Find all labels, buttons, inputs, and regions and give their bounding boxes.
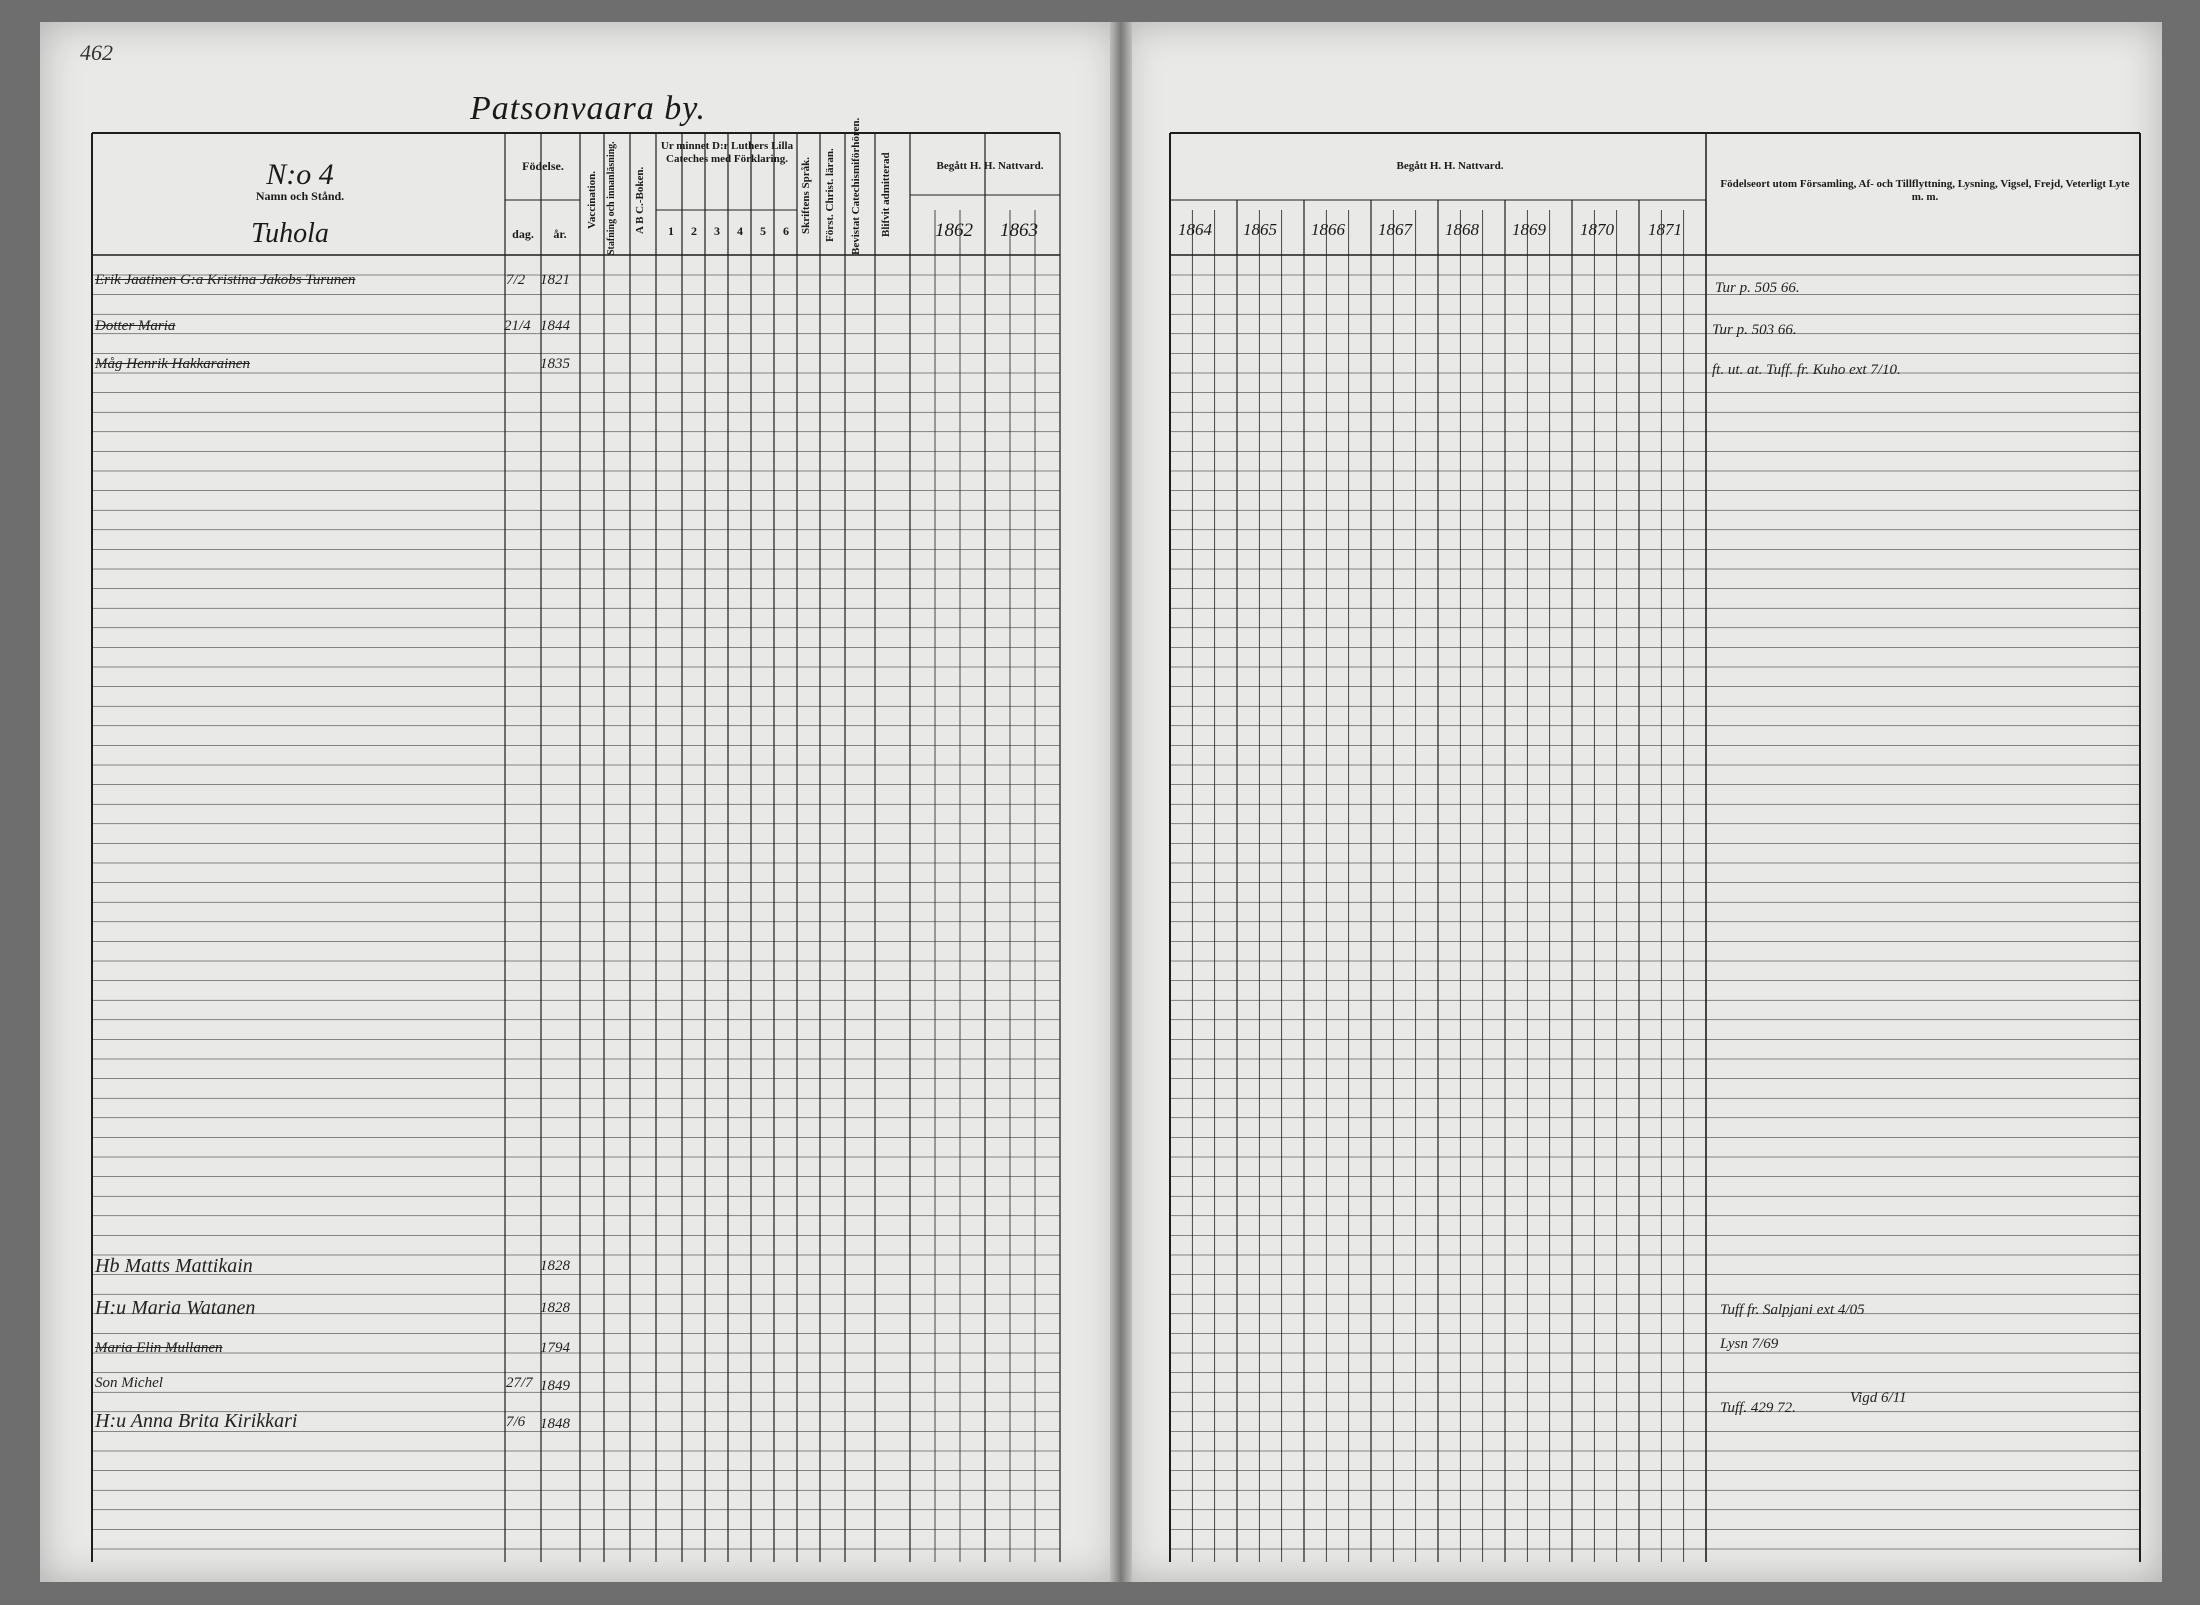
bevistat-header: Bevistat Catechismiförhören. — [850, 117, 862, 255]
stafning-header: Stafning och innanläsning. — [606, 141, 617, 255]
year-1870: 1870 — [1580, 220, 1614, 239]
entry-bottom-1-name: Hb Matts Mattikain — [95, 1255, 253, 1277]
year-1862: 1862 — [935, 220, 973, 241]
entry-top-2-year: 1844 — [540, 318, 570, 334]
skriftens-sprak-header: Skriftens Språk. — [800, 156, 812, 234]
page-number: 462 — [80, 40, 113, 65]
year-1871: 1871 — [1648, 220, 1682, 239]
entry-top-1-name: Erik Jaatinen G:a Kristina Jakobs Turunen — [95, 272, 356, 288]
place-name: Tuhola — [251, 218, 329, 249]
entry-bottom-5-name: H:u Anna Brita Kirikkari — [95, 1410, 298, 1432]
ur-minnet-header: Ur minnet D:r Luthers Lilla Cateches med Förklaring. — [660, 140, 794, 165]
blifvit-header: Blifvit admitterad — [880, 152, 892, 238]
entry-top-3-year: 1835 — [540, 356, 570, 372]
cat-col-4: 4 — [737, 224, 743, 238]
remark-4: Tuff fr. Salpjani ext 4/05 — [1720, 1302, 1865, 1318]
dag-header: dag. — [512, 227, 534, 241]
remark-3: ft. ut. at. Tuff. fr. Kuho ext 7/10. — [1712, 362, 1901, 378]
name-label: Namn och Stånd. — [255, 189, 345, 203]
ar-header: år. — [553, 227, 567, 241]
entry-bottom-3-name: Maria Elin Mullanen — [95, 1340, 223, 1356]
year-1865: 1865 — [1243, 220, 1277, 239]
entry-top-2-day: 21/4 — [504, 318, 531, 334]
year-1863: 1863 — [1000, 220, 1038, 241]
entry-bottom-4-day: 27/7 — [506, 1375, 533, 1391]
entry-bottom-3-year: 1794 — [540, 1340, 570, 1356]
household-number: N:o 4 — [266, 158, 334, 191]
entry-bottom-2-name: H:u Maria Watanen — [95, 1297, 256, 1319]
entry-top-2-name: Dotter Maria — [95, 318, 176, 334]
entry-top-1-year: 1821 — [540, 272, 570, 288]
cat-col-1: 1 — [668, 224, 674, 238]
year-1867: 1867 — [1378, 220, 1412, 239]
cat-col-2: 2 — [691, 224, 697, 238]
fodelseort-header: Födelseort utom Församling, Af- och Tillflyttning, Lysning, Vigsel, Frejd, Veterligt Lyte m. m. — [1720, 178, 2130, 203]
entry-bottom-5-year: 1848 — [540, 1416, 570, 1432]
cat-col-3: 3 — [714, 224, 720, 238]
entry-bottom-1-year: 1828 — [540, 1258, 570, 1274]
entry-top-1-day: 7/2 — [506, 272, 526, 288]
year-1868: 1868 — [1445, 220, 1479, 239]
begatt-left-header: Begått H. H. Nattvard. — [936, 160, 1044, 172]
remark-1: Tur p. 505 66. — [1715, 280, 1800, 296]
entry-bottom-2-year: 1828 — [540, 1300, 570, 1316]
remark-5: Lysn 7/69 — [1720, 1336, 1779, 1352]
entry-bottom-4-name: Son Michel — [95, 1375, 163, 1391]
begatt-right-header: Begått H. H. Nattvard. — [1396, 160, 1504, 172]
remark-2: Tur p. 503 66. — [1712, 322, 1797, 338]
entry-bottom-4-year: 1849 — [540, 1378, 570, 1394]
remark-6: Tuff. 429 72. — [1720, 1400, 1796, 1416]
abc-header: A B C.-Boken. — [634, 166, 646, 234]
vaccination-header: Vaccination. — [586, 171, 598, 229]
entry-bottom-5-day: 7/6 — [506, 1414, 526, 1430]
cat-col-5: 5 — [760, 224, 766, 238]
year-1869: 1869 — [1512, 220, 1546, 239]
forst-christ-header: Först. Christ. läran. — [824, 148, 836, 242]
year-1864: 1864 — [1178, 220, 1212, 239]
entry-top-3-name: Måg Henrik Hakkarainen — [95, 356, 250, 372]
remark-7: Vigd 6/11 — [1850, 1390, 1907, 1406]
fodelse-header: Födelse. — [522, 159, 564, 173]
year-1866: 1866 — [1311, 220, 1345, 239]
cat-col-6: 6 — [783, 224, 789, 238]
village-title: Patsonvaara by. — [470, 90, 706, 127]
